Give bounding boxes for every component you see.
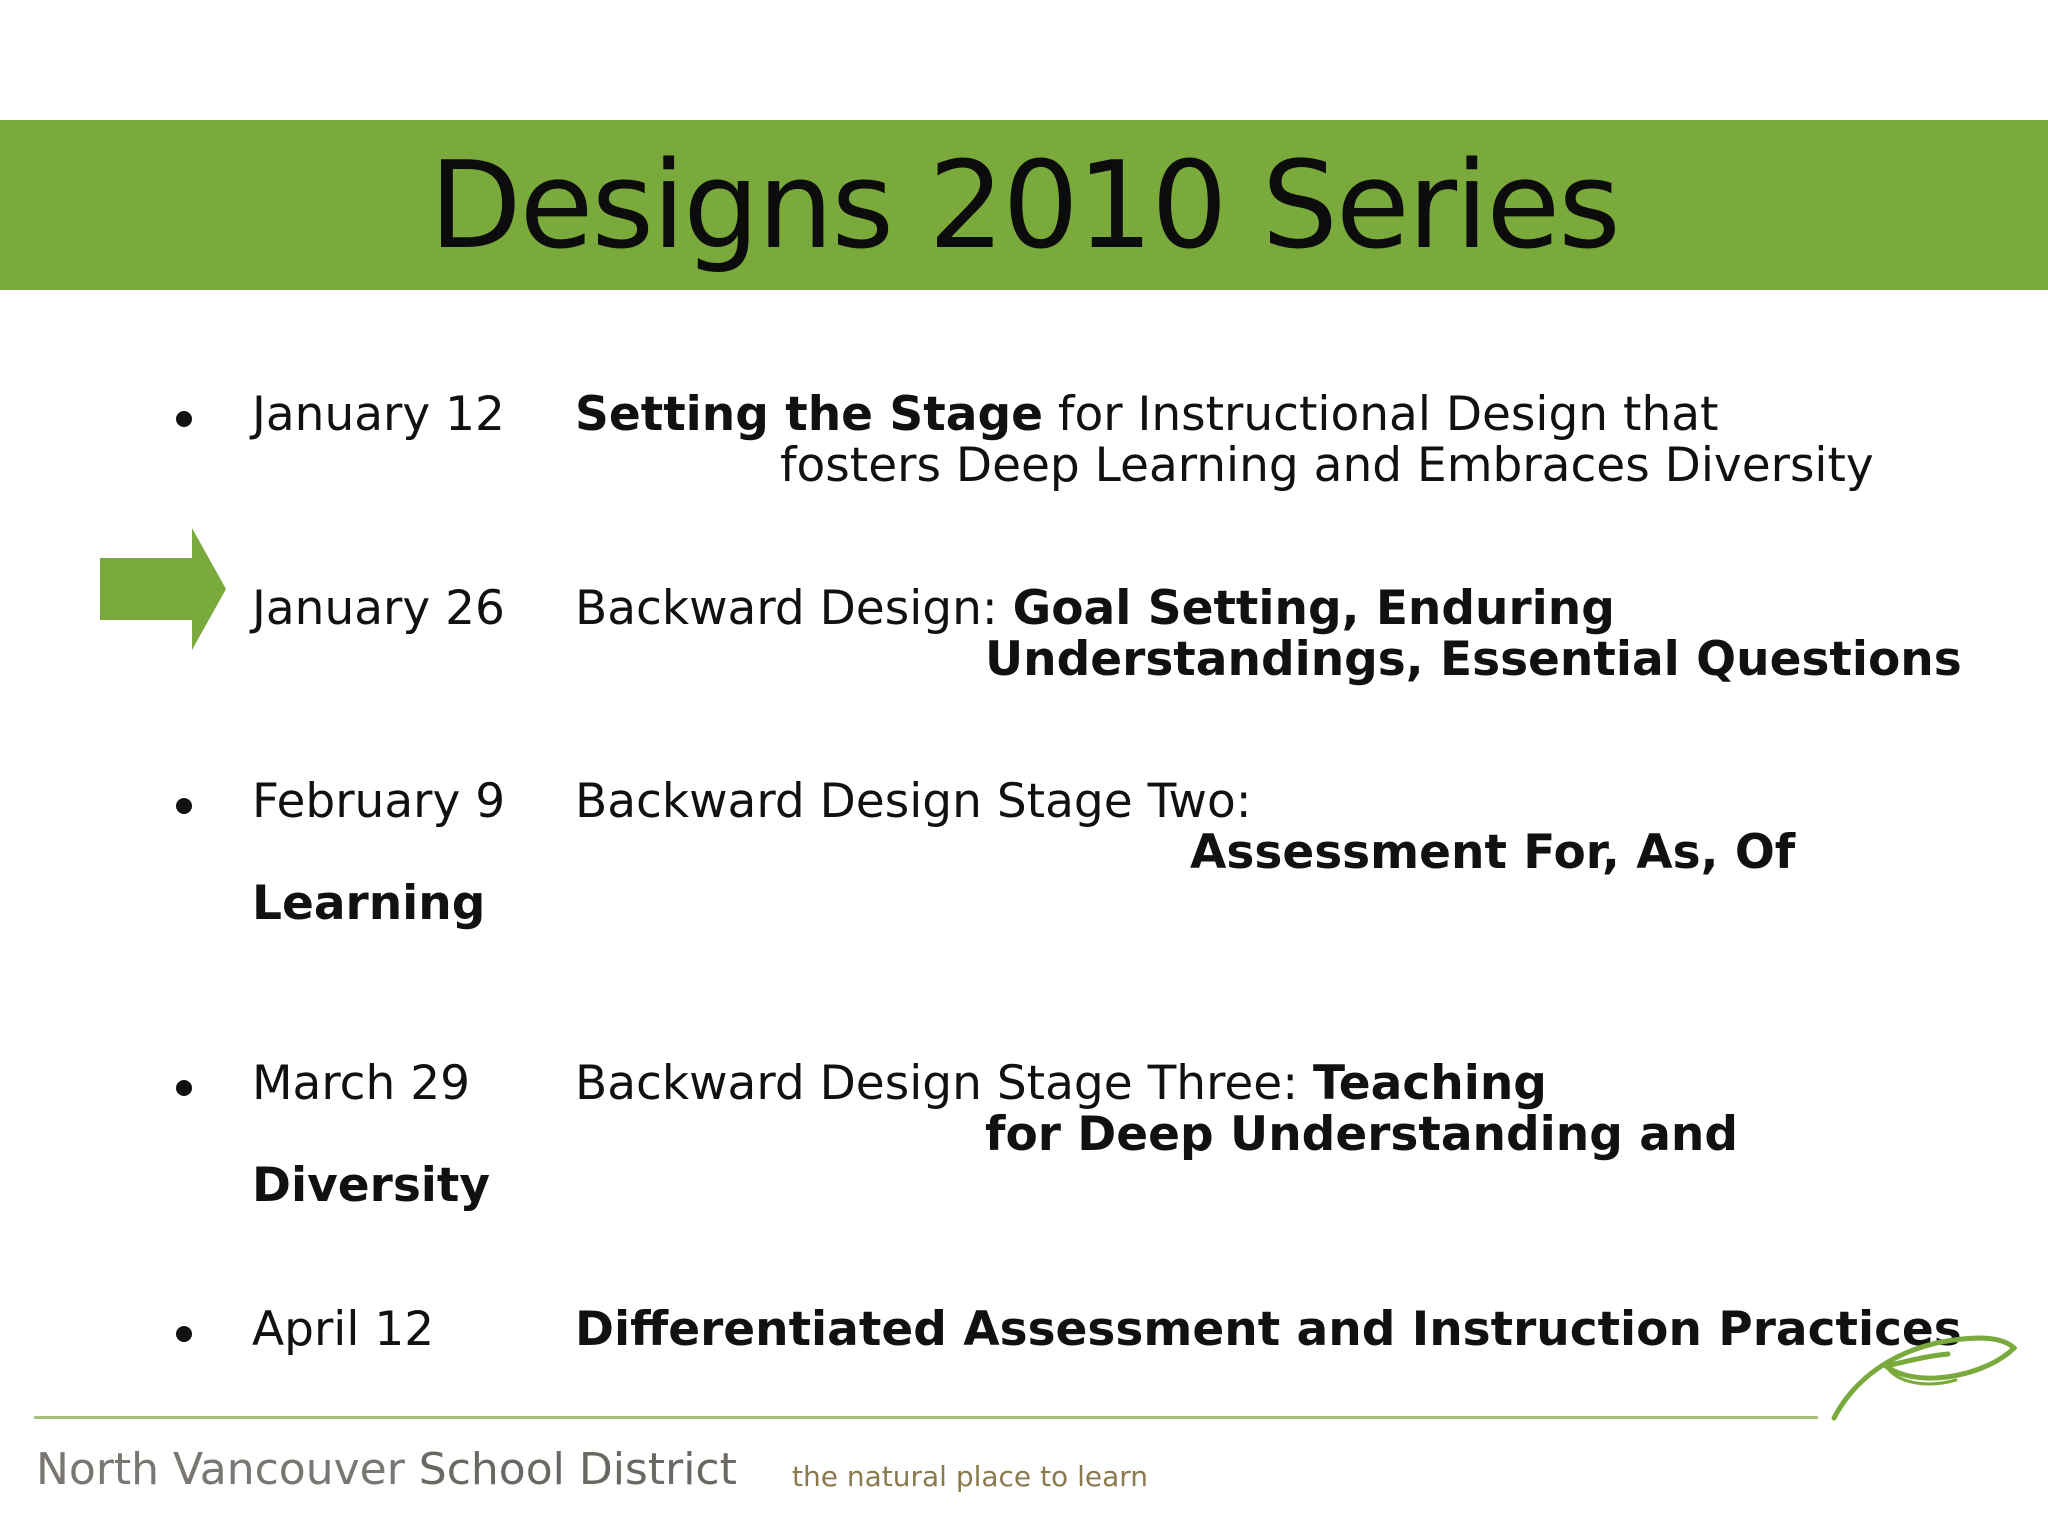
- district-name-part2: School District: [418, 1444, 737, 1495]
- session-title-line-2: for Deep Understanding and: [985, 1107, 1739, 1162]
- session-title-line: [575, 389, 1718, 441]
- session-title-text: for Instructional Design that: [1042, 387, 1719, 442]
- district-name-part1: North Vancouver: [36, 1444, 419, 1495]
- session-title-bold: Teaching: [1312, 1056, 1547, 1111]
- session-title-line-2: fosters Deep Learning and Embraces Diversity: [780, 438, 1874, 493]
- bullet-icon: [176, 798, 192, 814]
- tagline: the natural place to learn: [792, 1460, 1149, 1493]
- session-title-line-3: Learning: [252, 876, 486, 931]
- district-name: [36, 1444, 737, 1496]
- session-date: January 12: [252, 387, 505, 442]
- session-title-line-2: Understandings, Essential Questions: [985, 632, 1962, 687]
- slide-title: Designs 2010 Series: [429, 137, 1619, 276]
- session-title-bold: Setting the Stage: [575, 387, 1043, 442]
- bullet-icon: [176, 1080, 192, 1096]
- footer-divider: [34, 1416, 1818, 1419]
- session-title-line-2: Assessment For, As, Of: [1190, 825, 1796, 880]
- session-title-line: [575, 583, 1615, 635]
- bullet-icon: [176, 1326, 192, 1342]
- session-date: March 29: [252, 1056, 471, 1111]
- session-title-bold: Goal Setting, Enduring: [1012, 581, 1615, 636]
- title-banner: [0, 120, 2048, 290]
- session-date: April 12: [252, 1302, 435, 1357]
- session-title-line: Differentiated Assessment and Instruction Practices: [575, 1302, 1962, 1357]
- session-title-line: Backward Design Stage Two:: [575, 774, 1252, 829]
- session-title-text: Backward Design:: [575, 581, 1013, 636]
- session-date: January 26: [252, 581, 505, 636]
- bullet-icon: [176, 411, 192, 427]
- session-title-line: [575, 1058, 1547, 1110]
- session-date: February 9: [252, 774, 506, 829]
- session-title-text: Backward Design Stage Three:: [575, 1056, 1313, 1111]
- leaf-icon: [1828, 1332, 2018, 1422]
- arrow-icon: [100, 528, 226, 650]
- session-title-line-3: Diversity: [252, 1158, 491, 1213]
